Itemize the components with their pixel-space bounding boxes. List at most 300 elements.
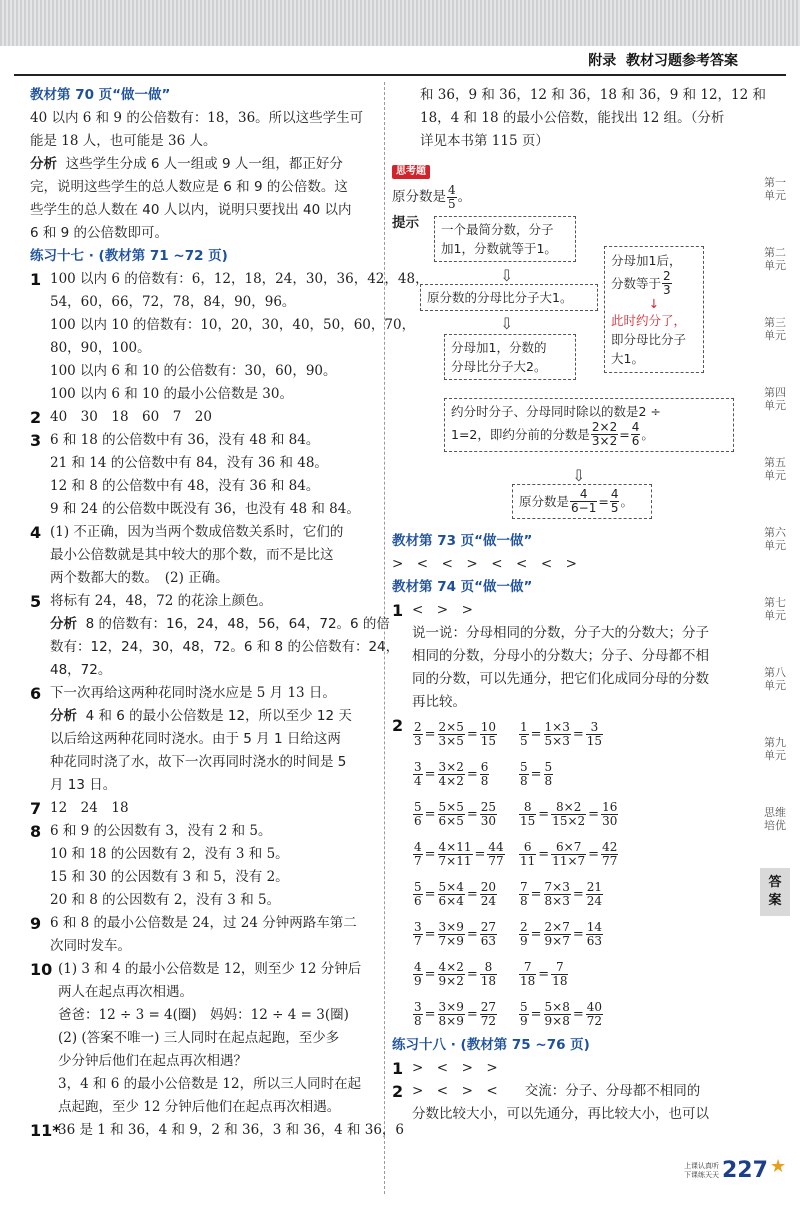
denominator: 9×7 [544,933,570,948]
question-2 [30,406,375,429]
equals-sign: = [598,494,609,509]
numerator: 7 [519,961,536,975]
analysis-block [50,705,375,728]
numerator: 4 [414,839,422,854]
analysis-text: 8 的倍数有：16，24，48，56，64，72。6 的倍 [85,616,390,632]
answer-line: 9 和 24 的公倍数中既没有 36，也没有 48 和 84。 [50,501,360,517]
fraction [601,801,618,828]
numerator: 1×3 [544,719,570,734]
answer-line: 少分钟后他们在起点再次相遇？ [58,1053,247,1069]
fraction [438,721,465,748]
down-arrow-icon: ⇩ [572,466,586,485]
denominator: 72 [480,1013,497,1028]
numerator: 3 [414,759,422,774]
fraction [586,1001,603,1028]
fraction [601,841,618,868]
page-number: 227 [722,1158,768,1183]
denominator: 3 [414,733,422,748]
box-text: 加1，分数就等于1。 [441,241,557,256]
equation [412,1001,518,1028]
question-3 [30,429,375,521]
answer-line: 两个数都大的数。 (2) 正确。 [50,570,229,586]
analysis-text: 4 和 6 的最小公倍数是 12，所以至少 12 天 [85,708,352,724]
numerator: 4 [414,959,422,974]
question-number: 1 [30,270,42,289]
numerator: 27 [480,919,497,934]
denominator: 24 [480,893,497,908]
period: 。 [620,494,633,509]
numerator: 2×5 [438,719,464,734]
answer-line: 将标有 24，48，72 的花涂上颜色。 [50,593,273,609]
denominator: 4×2 [438,773,464,788]
equation [412,921,518,948]
numerator: 21 [586,879,603,894]
analysis-text: 完，说明这些学生的总人数应是 6 和 9 的公倍数。这 [30,179,348,195]
numerator: 8 [519,801,536,815]
numerator: 4×2 [438,959,464,974]
question-number: 10 [30,960,53,979]
equation [412,881,518,908]
fraction [480,801,497,828]
fraction [447,184,457,211]
answer-line: 3，4 和 6 的最小公倍数是 12，所以三人同时在起 [58,1076,362,1092]
question-number: 2 [392,716,404,735]
denominator: 3 [663,283,671,297]
sidebar-tab[interactable]: 第六 单元 [764,526,786,552]
denominator: 8 [520,893,528,908]
slogan-line: 下课练天天 [684,1171,719,1179]
question-number: 2 [30,408,42,427]
fraction [413,801,423,828]
equals-sign: = [474,846,486,862]
hint-label: 提示 [392,215,419,231]
equals-sign: = [424,806,436,822]
denominator: 77 [602,853,618,868]
equals-sign: = [424,886,436,902]
numerator: 10 [480,719,497,734]
sidebar-tab[interactable]: 第一 单元 [764,176,786,202]
numerator: 2×7 [544,919,570,934]
answer-line: 100 以内 6 的倍数有：6，12，18，24，30，36，42，48， [50,271,429,287]
thinking-badge-row [392,159,742,182]
denominator: 77 [488,853,504,868]
hint-box-1 [434,216,576,262]
fraction [544,721,571,748]
answer-line: 6 和 18 的公倍数中有 36，没有 48 和 84。 [50,432,320,448]
denominator: 7 [414,853,422,868]
fraction [586,721,603,748]
box-text: 大1。 [611,351,644,366]
denominator: 7×9 [438,933,464,948]
denominator: 5 [520,733,528,748]
equation-row [412,954,742,994]
equation [412,841,518,868]
answer-line: 相同的分数，分母小的分数大；分子、分母都不相 [412,648,709,664]
fraction [480,881,497,908]
text-label: 原分数是 [392,188,446,205]
denominator: 9 [414,973,422,988]
answer-line: 80，90，100。 [50,340,151,356]
column-divider [384,82,385,1194]
equals-sign: = [538,806,550,822]
box-text: 分母比分子大2。 [451,359,547,374]
fraction [544,881,571,908]
exercise18-question-2 [392,1080,742,1126]
down-arrow-icon: ⇩ [500,266,514,285]
denominator: 5×3 [544,733,570,748]
denominator: 5 [448,196,456,211]
denominator: 15×2 [552,813,586,828]
question-8 [30,820,375,912]
equation-row [412,994,742,1034]
sidebar-tab[interactable]: 第八 单元 [764,666,786,692]
box-fraction-line [451,421,727,448]
box-text: 原分数是 [519,494,570,509]
denominator: 8×9 [438,1013,464,1028]
answer-line: 6 和 8 的最小公倍数是 24，过 24 分钟两路车第二 [50,915,357,931]
question-4 [30,521,375,590]
answer-line: > < > < 交流：分子、分母都不相同的 [412,1083,701,1099]
sidebar-tab[interactable]: 第七 单元 [764,596,786,622]
analysis-text: 48，72。 [50,662,112,678]
sidebar-tab[interactable]: 第五 单元 [764,456,786,482]
equals-sign: = [424,846,436,862]
box-text: 约分时分子、分母同时除以的数是2 ÷ [451,404,661,419]
section-title-p73: 教材第 73 页“做一做” [392,533,533,549]
equation-row [412,874,742,914]
numerator: 25 [480,799,497,814]
hint-box-6 [512,484,652,519]
fraction [519,961,536,988]
equals-sign: = [466,886,478,902]
answer-line: 54，60，66，72，78，84，90，96。 [50,294,296,310]
denominator: 6×4 [438,893,464,908]
fraction [480,761,490,788]
denominator: 6 [414,893,422,908]
numerator: 6×7 [551,841,586,855]
fraction [570,488,597,515]
question-number: 8 [30,822,42,841]
analysis-text: 月 13 日。 [50,777,117,793]
answer-line: 15 和 30 的公因数有 3 和 5，没有 2。 [50,869,289,885]
section-title-p74: 教材第 74 页“做一做” [392,579,533,595]
denominator: 24 [586,893,603,908]
answer-line: (2) (答案不唯一) 三人同时在起点起跑，至少多 [58,1030,340,1046]
equals-sign: = [466,726,478,742]
analysis-block [50,613,390,636]
footer-slogan [684,1162,720,1180]
numerator: 3 [586,721,603,735]
fraction [413,761,423,788]
numerator: 4 [610,487,619,501]
fraction [591,421,618,448]
numerator: 3×9 [438,919,464,934]
sidebar-tab[interactable]: 第四 单元 [764,386,786,412]
equation [518,721,604,748]
unit-sidebar [752,0,800,1222]
equals-sign: = [466,966,478,982]
equals-sign: = [424,766,436,782]
denominator: 3×2 [591,434,618,448]
equals-sign: = [538,966,550,982]
numerator: 1 [520,719,528,734]
answer-line: 10 和 18 的公因数有 2，没有 3 和 5。 [50,846,289,862]
header-section: 附录 [588,53,617,69]
equals-sign: = [424,1006,436,1022]
red-down-arrow-icon: ↓ [648,296,660,311]
equation [518,921,604,948]
equals-sign: = [466,806,478,822]
answer-line: 6 和 9 的公因数有 3，没有 2 和 5。 [50,823,272,839]
equals-sign: = [530,726,542,742]
period: 。 [641,427,654,442]
denominator: 9 [520,933,528,948]
denominator: 6 [414,813,422,828]
question-1 [30,268,429,406]
sidebar-tab[interactable]: 第九 单元 [764,736,786,762]
numerator: 6 [480,759,489,774]
question-9 [30,912,375,958]
equals-sign: = [572,886,584,902]
fraction [544,761,554,788]
red-note: 此时约分了， [611,313,687,328]
text-line: 能是 18 人，也可能是 36 人。 [30,133,217,149]
answer-line: 36 是 1 和 36，4 和 9，2 和 36，3 和 36，4 和 36，6 [58,1122,405,1138]
fraction [438,761,465,788]
fraction [519,881,529,908]
denominator: 5 [610,501,619,515]
question-number: 1 [392,1059,404,1078]
page-header [0,46,800,74]
numerator: 4 [631,420,640,434]
numerator: 4 [448,182,456,197]
fraction [413,841,423,868]
numerator: 8 [480,961,497,975]
equals-sign: = [424,926,436,942]
equation-row [412,754,742,794]
answer-line: 爸爸：12 ÷ 3 = 4(圈) 妈妈：12 ÷ 4 = 3(圈) [58,1007,349,1023]
equation [518,761,554,788]
denominator: 18 [480,973,497,988]
equals-sign: = [572,926,584,942]
sidebar-tab[interactable]: 思维 培优 [764,806,786,832]
denominator: 4 [414,773,422,788]
denominator: 7×11 [438,853,472,868]
box-text: 分母加1，分数的 [451,340,547,355]
numerator: 2 [414,719,422,734]
fraction [438,801,465,828]
denominator: 9×2 [438,973,464,988]
top-banner [0,0,800,46]
answer-line: > < > > [412,1060,498,1076]
equals-sign: = [530,766,542,782]
section-title-exercise18: 练习十八 · (教材第 75 ~76 页) [392,1037,590,1053]
answer-line: 说一说：分母相同的分数，分子大的分数大；分子 [412,625,709,641]
equals-sign: = [466,1006,478,1022]
answer-line: 次同时发车。 [50,938,131,954]
fraction [544,1001,571,1028]
equals-sign: = [466,926,478,942]
box-text: 分母加1后， [611,253,682,268]
denominator: 11×7 [552,853,586,868]
fraction [438,1001,465,1028]
down-arrow-icon: ⇩ [500,314,514,333]
fraction [519,1001,529,1028]
answer-line: 18，4 和 18 的最小公倍数，能找出 12 组。（分析 [420,110,725,126]
question-1 [392,599,742,714]
analysis-label: 分析 [50,616,77,632]
analysis-text: 这些学生分成 6 人一组或 9 人一组，都正好分 [65,156,343,172]
box-text: 1=2，即约分前的分数是 [451,427,590,442]
exercise18-question-1 [392,1057,742,1080]
box-text: 即分母比分子 [611,332,687,347]
slogan-line: 上课认真听 [684,1162,719,1170]
right-column [392,84,767,1126]
denominator: 63 [480,933,497,948]
answer-line: 分数比较大小，可以先通分，再比较大小，也可以 [412,1106,709,1122]
sidebar-tab[interactable]: 第三 单元 [764,316,786,342]
numerator: 5×5 [438,799,464,814]
fraction [551,961,568,988]
question-7 [30,797,375,820]
section-title-p70: 教材第 70 页“做一做” [30,87,171,103]
question-6 [30,682,375,797]
fraction [519,721,529,748]
equals-sign: = [572,1006,584,1022]
equals-sign: = [466,766,478,782]
numerator: 7 [551,961,568,975]
answer-line: 20 和 8 的公因数有 2，没有 3 和 5。 [50,892,281,908]
analysis-block [30,153,375,176]
numerator: 3×2 [438,759,464,774]
equals-sign: = [530,1006,542,1022]
hint-box-4 [604,246,704,373]
fraction [519,921,529,948]
equals-sign: = [530,926,542,942]
equation-row [412,914,742,954]
numerator: 5 [544,759,553,774]
question-number: 9 [30,914,42,933]
fraction [519,841,536,868]
equation [412,961,518,988]
question-number: 1 [392,601,404,620]
denominator: 72 [586,1013,603,1028]
numerator: 4×11 [438,839,472,854]
numerator: 2 [663,269,671,283]
answer-line: 点起跑，至少 12 分钟后他们在起点再次相遇。 [58,1099,341,1115]
answer-line: 12 24 18 [50,800,129,816]
fraction [480,921,497,948]
thinking-badge: 思考题 [392,165,430,179]
fraction [438,881,465,908]
numerator: 2 [520,919,528,934]
answer-line: < > > [412,602,473,618]
equals-sign: = [588,846,600,862]
answer-line: 最小公倍数就是其中较大的那个数，而不是比这 [50,547,334,563]
answer-line: 100 以内 6 和 10 的最小公倍数是 30。 [50,386,293,402]
answer-line: 100 以内 6 和 10 的公倍数有：30，60，90。 [50,363,337,379]
fraction [413,881,423,908]
numerator: 40 [586,999,603,1014]
answer-line: 12 和 8 的公倍数中有 48，没有 36 和 84。 [50,478,320,494]
answer-line: 和 36，9 和 36，12 和 36，18 和 36，9 和 12，12 和 [420,87,767,103]
denominator: 11 [520,853,536,868]
numerator: 14 [586,919,603,934]
numerator: 20 [480,879,497,894]
numerator: 5 [520,999,528,1014]
denominator: 63 [586,933,603,948]
equation-row [412,834,742,874]
equals-sign: = [538,846,550,862]
denominator: 18 [520,973,536,988]
question-10 [30,958,375,1119]
fraction [438,841,473,868]
box-text: 一个最简分数，分子 [441,222,554,237]
fraction [413,921,423,948]
section-title-exercise17: 练习十七 · (教材第 71 ~72 页) [30,248,228,264]
question-number: 11* [30,1121,61,1140]
answer-line: 100 以内 10 的倍数有：10，20，30，40，50，60，70， [50,317,416,333]
question-number: 5 [30,592,42,611]
fraction [413,721,423,748]
answer-line: 21 和 14 的公倍数中有 84，没有 36 和 48。 [50,455,328,471]
hint-box-5 [444,398,734,452]
denominator: 9 [520,1013,528,1028]
analysis-text: 数有：12，24，30，48，72。6 和 8 的公倍数有：24， [50,639,400,655]
fraction [480,721,497,748]
equation [412,801,518,828]
question-2 [392,714,742,1034]
hint-box-3 [444,334,576,380]
fraction [438,961,465,988]
denominator: 7 [414,933,422,948]
numerator: 5×8 [544,999,570,1014]
fraction-equations [412,714,742,1034]
denominator: 30 [480,813,497,828]
fraction [586,881,603,908]
fraction [480,961,497,988]
numerator: 4 [570,488,597,502]
numerator: 7×3 [544,879,570,894]
numerator: 3 [414,919,422,934]
answer-line: (1) 3 和 4 的最小公倍数是 12，则至少 12 分钟后 [58,961,362,977]
answer-line: 同的分数，可以先通分，把它们化成同分母的分数 [412,671,709,687]
equation [518,1001,604,1028]
equals-sign: = [424,726,436,742]
sidebar-tab[interactable]: 第二 单元 [764,246,786,272]
numerator: 3 [414,999,422,1014]
denominator: 8 [520,773,528,788]
numerator: 16 [602,799,618,814]
denominator: 18 [552,973,568,988]
question-5 [30,590,400,682]
answer-line: > < < > < < < > [392,556,577,572]
denominator: 15 [480,733,497,748]
numerator: 44 [488,839,504,854]
sidebar-tab[interactable]: 答 案 [760,868,790,916]
numerator: 5 [414,799,422,814]
fraction [487,841,504,868]
denominator: 6×5 [438,813,464,828]
fraction [551,841,586,868]
answer-line: (1) 不正确，因为当两个数成倍数关系时，它们的 [50,524,344,540]
answer-line: 下一次再给这两种花同时浇水应是 5 月 13 日。 [50,685,336,701]
box-fraction-line [611,270,697,297]
equation [518,801,619,828]
original-fraction-line [392,182,742,212]
numerator: 5 [520,759,528,774]
box-text: 分数等于 [611,276,662,291]
